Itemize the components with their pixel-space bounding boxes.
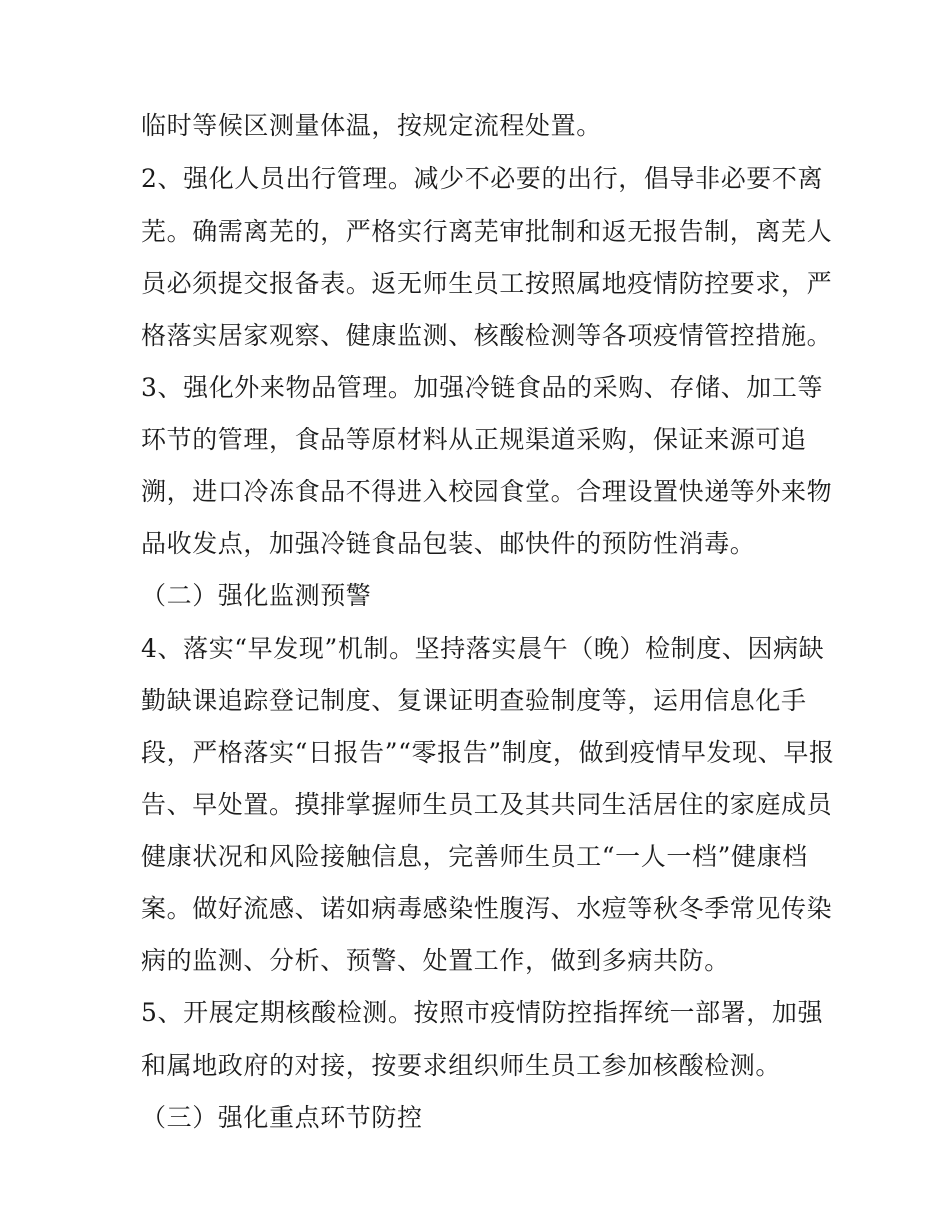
section-heading-3: （三）强化重点环节防控 [141,1103,423,1132]
text-line: 案。做好流感、诺如病毒感染性腹泻、水痘等秋冬季常见传染 [141,894,833,923]
text-line: 溯，进口冷冻食品不得进入校园食堂。合理设置快递等外来物 [141,477,833,506]
text-line: 员必须提交报备表。返无师生员工按照属地疫情防控要求，严 [141,269,833,298]
text-line: 勤缺课追踪登记制度、复课证明查验制度等，运用信息化手 [141,686,807,715]
text-line: 环节的管理，食品等原材料从正规渠道采购，保证来源可追 [141,425,807,454]
text-line: 告、早处置。摸排掌握师生员工及其共同生活居住的家庭成员 [141,790,833,819]
text-line-item-3: 3、强化外来物品管理。加强冷链食品的采购、存储、加工等 [141,373,824,402]
text-line-item-2: 2、强化人员出行管理。减少不必要的出行，倡导非必要不离 [141,164,824,193]
text-line: 健康状况和风险接触信息，完善师生员工“一人一档”健康档 [141,842,808,871]
text-line: 品收发点，加强冷链食品包装、邮快件的预防性消毒。 [141,529,756,558]
text-line: 芜。确需离芜的，严格实行离芜审批制和返无报告制，离芜人 [141,217,833,246]
text-line: 段，严格落实“日报告”“零报告”制度，做到疫情早发现、早报 [141,738,835,767]
text-line: 格落实居家观察、健康监测、核酸检测等各项疫情管控措施。 [141,321,833,350]
text-line-continuation: 临时等候区测量体温，按规定流程处置。 [141,111,602,140]
text-line: 和属地政府的对接，按要求组织师生员工参加核酸检测。 [141,1051,782,1080]
section-heading-2: （二）强化监测预警 [141,581,372,610]
text-line: 病的监测、分析、预警、处置工作，做到多病共防。 [141,946,730,975]
text-line-item-5: 5、开展定期核酸检测。按照市疫情防控指挥统一部署，加强 [141,998,824,1027]
text-line-item-4: 4、落实“早发现”机制。坚持落实晨午（晚）检制度、因病缺 [141,634,825,663]
